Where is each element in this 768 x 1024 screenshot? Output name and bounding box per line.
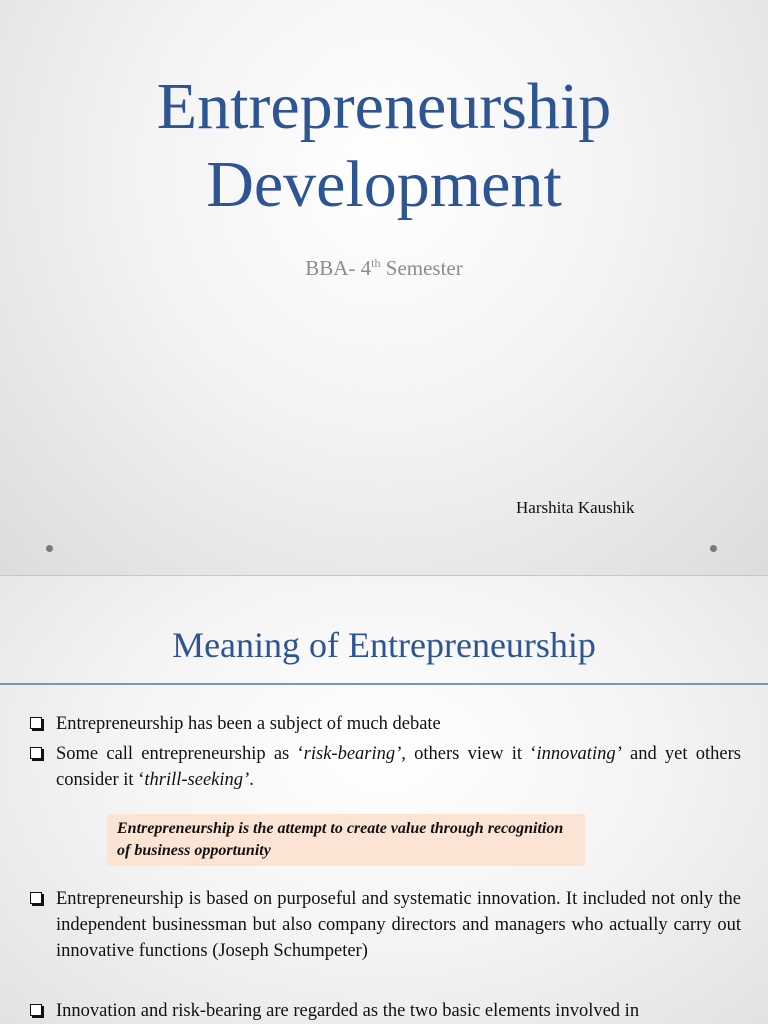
- bullet-text: Entrepreneurship is based on purposeful and systematic innovation. It included not only the independent businessman but also company directors and managers who actually carry out innovative functions (Joseph Schumpeter): [56, 889, 741, 961]
- bullet-text-part: and yet others consider it ‘: [56, 744, 741, 790]
- title-underline: [0, 683, 768, 685]
- bullet-text-part: .: [249, 770, 254, 790]
- hollow-square-bullet-icon: [30, 717, 42, 729]
- hollow-square-bullet-icon: [30, 1004, 42, 1016]
- bullet-text: Innovation and risk-bearing are regarded as the two basic elements involved in: [56, 1001, 640, 1021]
- hollow-square-bullet-icon: [30, 747, 42, 759]
- bullet-item-3: [56, 886, 741, 964]
- meaning-slide: [0, 576, 768, 1024]
- bullet-item-2: [56, 741, 741, 793]
- bullet-item-1: [56, 711, 741, 737]
- bullet-emphasis: innovating’: [536, 744, 622, 764]
- bullet-item-4: [56, 998, 741, 1024]
- presentation-title: [0, 68, 768, 224]
- bullet-emphasis: risk-bearing’,: [303, 744, 406, 764]
- title-line-2: Development: [206, 148, 562, 221]
- slide-title: Meaning of Entrepreneurship: [172, 625, 596, 665]
- definition-callout: Entrepreneurship is the attempt to create value through recognition of business opportunity: [107, 814, 585, 866]
- subtitle-suffix: Semester: [380, 256, 463, 280]
- bullet-emphasis: thrill-seeking’: [144, 770, 250, 790]
- right-dot-icon: [710, 545, 717, 552]
- bullet-text: Entrepreneurship has been a subject of much debate: [56, 714, 441, 734]
- title-line-1: Entrepreneurship: [156, 70, 612, 143]
- subtitle: [0, 256, 768, 281]
- hollow-square-bullet-icon: [30, 892, 42, 904]
- bullet-text-part: others view it ‘: [405, 744, 537, 764]
- subtitle-superscript: th: [371, 256, 381, 270]
- subtitle-prefix: BBA- 4: [305, 256, 372, 280]
- bullet-text-part: Some call entrepreneurship as ‘: [56, 744, 304, 764]
- left-dot-icon: [46, 545, 53, 552]
- author-name: Harshita Kaushik: [516, 498, 635, 517]
